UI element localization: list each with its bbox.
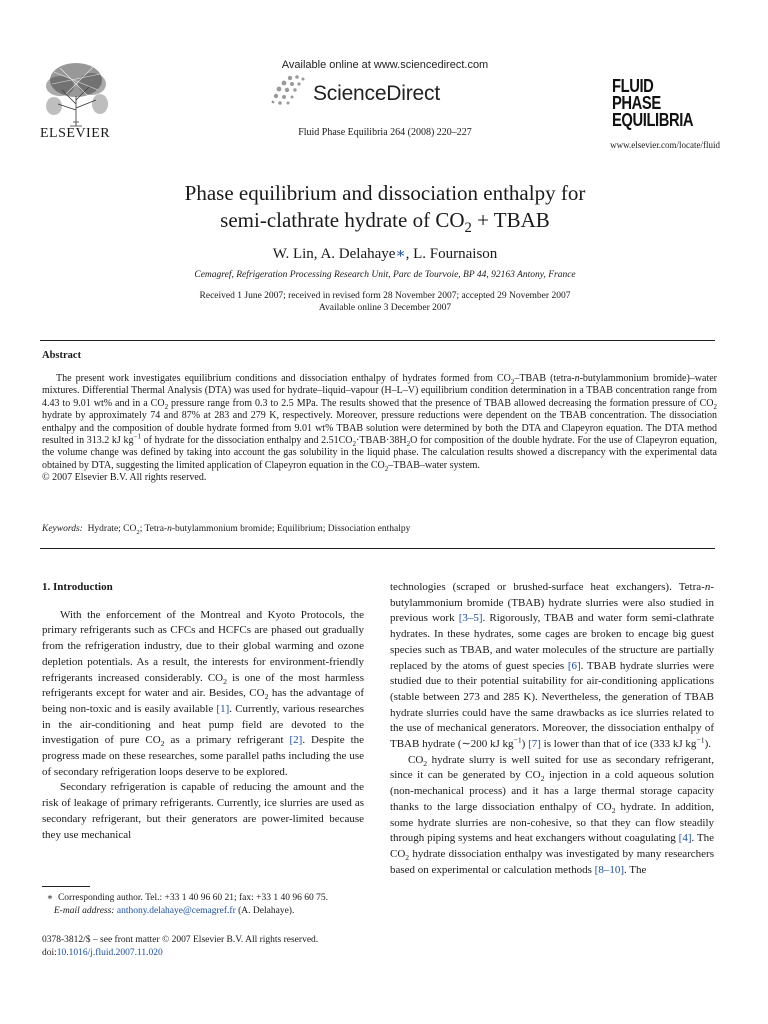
elsevier-tree-logo-icon bbox=[40, 60, 112, 128]
abstract-body bbox=[42, 373, 717, 485]
corresponding-author-mark[interactable]: ∗ bbox=[395, 246, 406, 262]
body-left-column bbox=[42, 580, 364, 843]
citation-link[interactable]: [3–5] bbox=[458, 612, 483, 625]
author-list-2: , L. Fournaison bbox=[405, 246, 498, 262]
journal-wordmark-line1: FLUID PHASE bbox=[612, 76, 661, 113]
received-dates bbox=[80, 290, 690, 314]
citation-link[interactable]: [8–10] bbox=[594, 863, 624, 876]
issn-line: 0378-3812/$ – see front matter © 2007 Elsevier B.V. All rights reserved. bbox=[42, 935, 319, 945]
abstract-copyright: © 2007 Elsevier B.V. All rights reserved. bbox=[42, 472, 207, 484]
divider-top bbox=[40, 340, 715, 341]
title-line-1: Phase equilibrium and dissociation enthalpy for bbox=[184, 181, 586, 205]
citation-link[interactable]: [4] bbox=[678, 832, 692, 845]
keywords-label: Keywords: bbox=[42, 524, 83, 534]
divider-bottom bbox=[40, 548, 715, 549]
journal-wordmark bbox=[612, 78, 694, 129]
journal-url[interactable]: www.elsevier.com/locate/fluid bbox=[610, 140, 720, 150]
affiliation: Cemagref, Refrigeration Processing Research Unit, Parc de Tourvoie, BP 44, 92163 Antony, France bbox=[194, 270, 576, 280]
journal-citation: Fluid Phase Equilibria 264 (2008) 220–227 bbox=[298, 127, 472, 138]
citation-link[interactable]: [7] bbox=[528, 738, 541, 751]
abstract-heading: Abstract bbox=[42, 350, 82, 361]
citation-link[interactable]: [2] bbox=[289, 734, 303, 747]
received-line: Received 1 June 2007; received in revised form 28 November 2007; accepted 29 November 2007 bbox=[199, 291, 571, 301]
doi-line: doi:10.1016/j.fluid.2007.11.020 bbox=[42, 948, 163, 958]
front-matter bbox=[42, 934, 364, 960]
paragraph: $CO_2$ hydrate slurry is well suited for use as secondary refrigerant, since it can be generated by $CO_2$ injection in a cold aqueous solution (non-mechanical process) and it has a large thermal storage capacity thanks to the large dissociation enthalpy of $CO_2$ hydrate. In addition, some hydrate slurries are non-cohesive, so that they can flow steadily through piping systems and heat exchangers without coagulating [4]. The $CO_2$ hydrate dissociation enthalpy was investigated by many researchers based on experimental or calculation methods [8–10]. The bbox=[390, 753, 714, 876]
authors bbox=[120, 244, 650, 263]
publisher-name: ELSEVIER bbox=[40, 126, 111, 141]
keywords: Keywords: Hydrate; $CO_2$; Tetra-n-butylammonium bromide; Equilibrium; Dissociation enthalpy bbox=[42, 524, 411, 536]
paragraph: Secondary refrigeration is capable of reducing the amount and the risk of leakage of primary refrigerants. Currently, ice slurries are used as secondary refrigerant, but their generators are power-limited because they use mechanical bbox=[42, 781, 364, 841]
abstract-paragraph: The present work investigates equilibrium conditions and dissociation enthalpy of hydrates formed from $CO_2$–TBAB (tetra-n-butylammonium bromide)–water mixtures. Differential Thermal Analysis (DTA) was used for hydrate–liquid–vapour (H–L–V) equilibrium condition determination in a TBAB concentration range from 4.43 to 9.01 wt% and in a $CO_2$ pressure range from 0.3 to 2.5 MPa. The results showed that the presence of TBAB allowed decreasing the formation pressure of $CO_2$ hydrate by approximately 74 and 87% at 283 and 279 K, respectively. Moreover, pressure reductions were dependent on the TBAB concentration. The dissociation enthalpy and the composition of double hydrate formed from 9.01 wt% TBAB solution were determined by both the DTA and Clapeyron equation. The DTA method resulted in 313.2 kJ $kg^{-1}$ of hydrate for the dissociation enthalpy and $2.51CO_2\cdot TBAB\cdot 38H_2O$ for composition of the double hydrate. For the use of Clapeyron equation, the volume change was defined by taking into account the gas solubility in the liquid phase. The calculation results showed a discrepancy with the experimental data obtained by DTA, suggesting the limited application of Clapeyron equation in the $CO_2-TBAB$–water system. bbox=[42, 373, 718, 473]
citation-link[interactable]: [1] bbox=[216, 702, 230, 715]
footnote-divider bbox=[42, 886, 90, 887]
article-title bbox=[60, 180, 710, 237]
sciencedirect-dots-icon bbox=[270, 74, 314, 108]
footnote bbox=[42, 892, 364, 918]
sciencedirect-wordmark: ScienceDirect bbox=[313, 82, 440, 105]
email-link[interactable]: anthony.delahaye@cemagref.fr bbox=[116, 906, 236, 916]
author-list-1: W. Lin, A. Delahaye bbox=[272, 246, 396, 262]
paragraph: With the enforcement of the Montreal and Kyoto Protocols, the primary refrigerants such as CFCs and HCFCs are phased out gradually from the refrigeration industry, due to their global warming and ozone depletion potentials. As a result, the interests for environment-friendly refrigerants increased considerably. $CO_2$ is one of the most harmless refrigerants except for water and air. Besides, $CO_2$ has the advantage of being non-toxic and is easily available [1]. Currently, various researches in the air-conditioning and heat pump field are devoted to the investigation of pure $CO_2$ as a primary refrigerant [2]. Despite the progress made on these researches, some parallel paths including the use of secondary refrigeration loops deserve to be explored. bbox=[42, 608, 365, 778]
available-online-text: Available online at www.sciencedirect.com bbox=[281, 59, 489, 71]
footnote-corresponding: ∗ Corresponding author. Tel.: +33 1 40 96 60 21; fax: +33 1 40 96 60 75. bbox=[46, 893, 329, 903]
footnote-email: E-mail address: anthony.delahaye@cemagref.fr (A. Delahaye). bbox=[53, 906, 295, 916]
doi-link[interactable]: 10.1016/j.fluid.2007.11.020 bbox=[56, 948, 163, 958]
title-line-2: semi-clathrate hydrate of $CO_2$ + TBAB bbox=[220, 208, 550, 237]
journal-wordmark-line2: EQUILIBRIA bbox=[612, 110, 694, 130]
paragraph: technologies (scraped or brushed-surface heat exchangers). Tetra-n-butylammonium bromide (TBAB) hydrate slurries were also studied in previous work [3–5]. Rigorously, TBAB and water form semi-clathrate hydrates. In these hydrates, some cages are broken to encage big guest species such as TBAB, and water molecules of the structure are partially replaced by the atoms of guest species [6]. TBAB hydrate slurries were studied due to their potential suitability for air-conditioning applications (stable between 273 and 285 K). Nevertheless, the generation of TBAB hydrate slurries could have the same drawbacks as ice slurries related to the use of mechanical generators. Moreover, the dissociation enthalpy of TBAB hydrate (∼200 kJ $kg^{-1}$) [7] is lower than that of ice (333 kJ $kg^{-1}$). bbox=[390, 581, 714, 751]
section-heading-introduction: 1. Introduction bbox=[42, 581, 113, 593]
body-right-column bbox=[390, 580, 714, 878]
citation-link[interactable]: [6] bbox=[567, 659, 581, 672]
available-online-date: Available online 3 December 2007 bbox=[318, 303, 452, 313]
